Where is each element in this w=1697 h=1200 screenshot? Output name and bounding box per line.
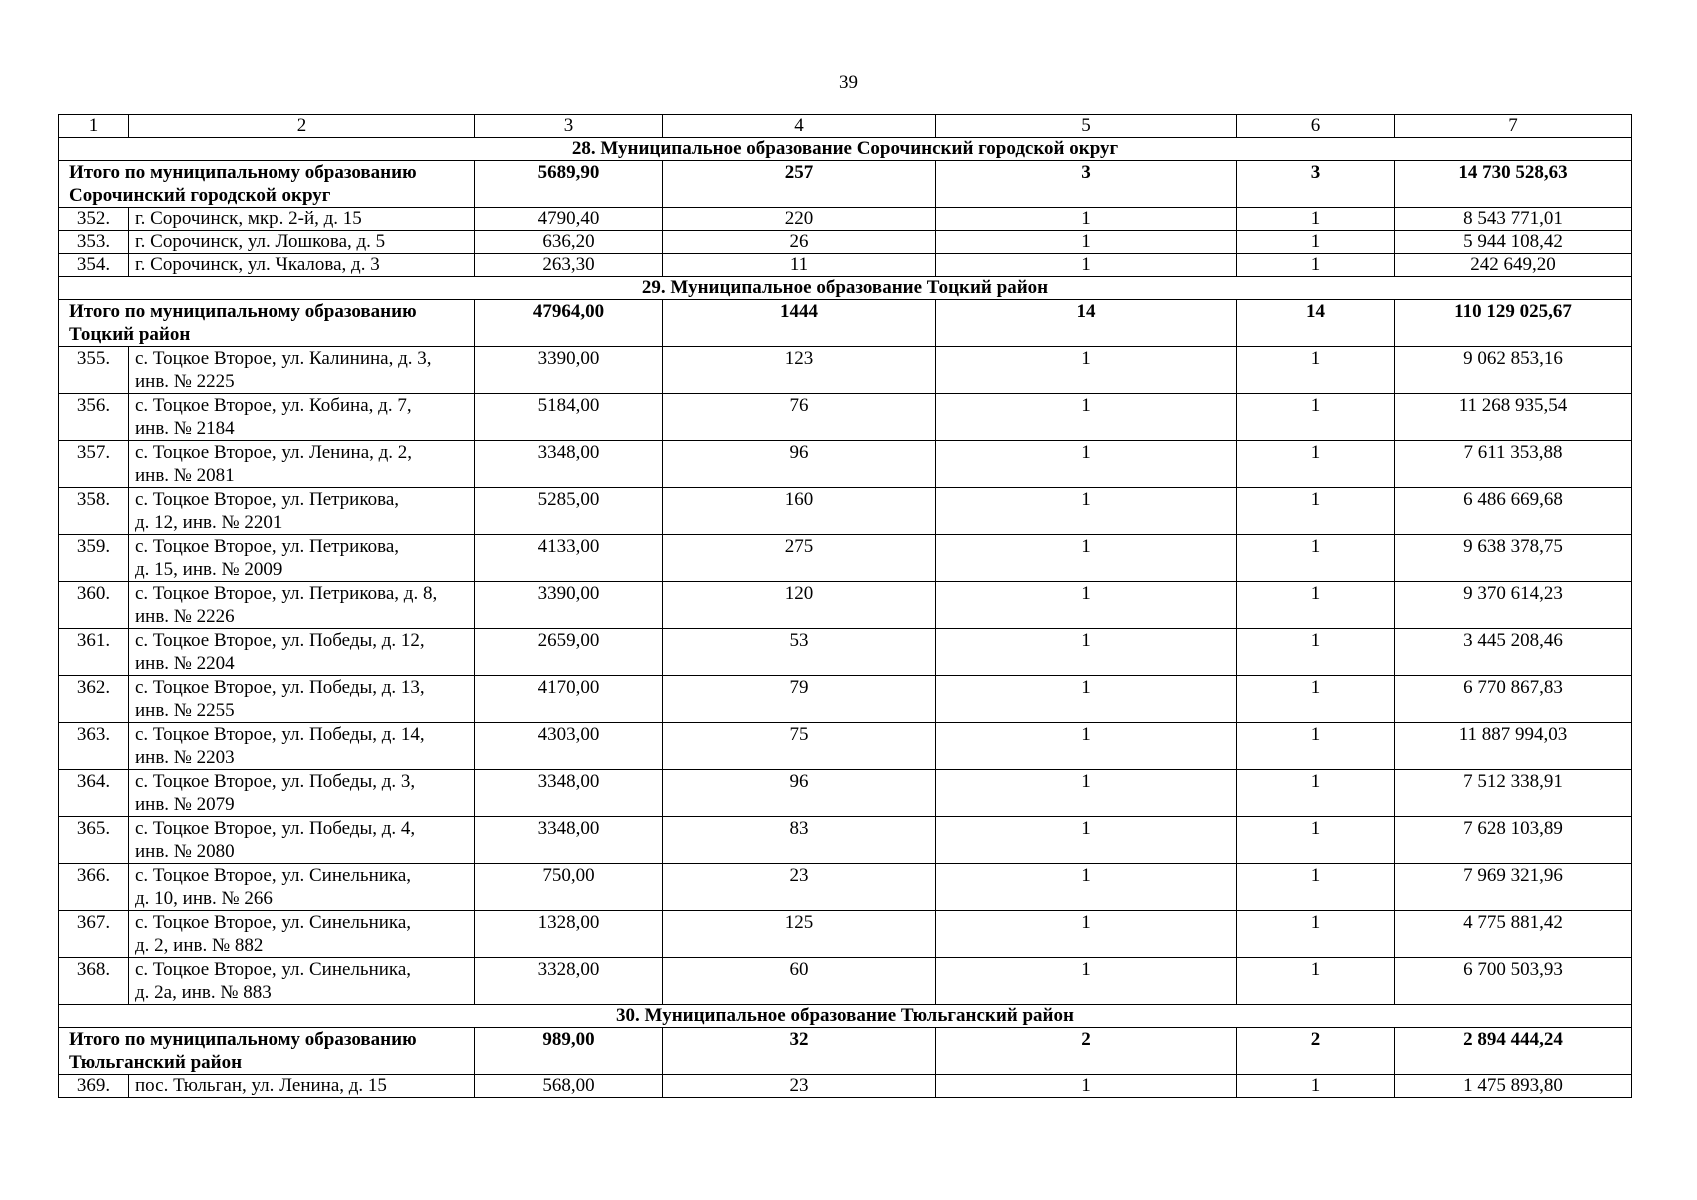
row-col5: 1: [936, 208, 1237, 231]
row-area: 3348,00: [475, 817, 663, 864]
row-col6: 1: [1237, 535, 1395, 582]
row-col6: 1: [1237, 723, 1395, 770]
row-residents: 125: [663, 911, 936, 958]
address-line2: д. 12, инв. № 2201: [135, 512, 283, 533]
row-address: [129, 347, 475, 394]
total-label-line1: Итого по муниципальному образованию: [69, 162, 417, 183]
row-residents: 96: [663, 441, 936, 488]
address-line1: с. Тоцкое Второе, ул. Победы, д. 12,: [135, 630, 425, 651]
row-address: [129, 582, 475, 629]
table-row: [59, 817, 1632, 864]
table-row: [59, 911, 1632, 958]
total-cost: 110 129 025,67: [1395, 300, 1632, 347]
table-row: [59, 441, 1632, 488]
section-title-row: [59, 138, 1632, 161]
row-residents: 83: [663, 817, 936, 864]
row-col5: 1: [936, 817, 1237, 864]
column-number-cell: 4: [663, 115, 936, 138]
row-col6: 1: [1237, 817, 1395, 864]
row-number: 363.: [59, 723, 129, 770]
address-line2: д. 15, инв. № 2009: [135, 559, 283, 580]
address-line1: с. Тоцкое Второе, ул. Синельника,: [135, 912, 412, 933]
address-line1: с. Тоцкое Второе, ул. Петрикова, д. 8,: [135, 583, 438, 604]
address-line2: инв. № 2080: [135, 841, 235, 862]
row-cost: 242 649,20: [1395, 254, 1632, 277]
row-col5: 1: [936, 394, 1237, 441]
row-col6: 1: [1237, 770, 1395, 817]
row-number: 358.: [59, 488, 129, 535]
section-title-row: [59, 1005, 1632, 1028]
row-area: 5184,00: [475, 394, 663, 441]
row-col6: 1: [1237, 394, 1395, 441]
section-total-row: [59, 1028, 1632, 1075]
row-col5: 1: [936, 864, 1237, 911]
address-line1: с. Тоцкое Второе, ул. Петрикова,: [135, 536, 400, 557]
row-residents: 96: [663, 770, 936, 817]
row-area: 3348,00: [475, 441, 663, 488]
row-number: 369.: [59, 1075, 129, 1098]
row-number: 357.: [59, 441, 129, 488]
row-area: 750,00: [475, 864, 663, 911]
row-address: [129, 911, 475, 958]
column-number-cell: 2: [129, 115, 475, 138]
total-label-line2: Тоцкий район: [69, 324, 191, 345]
row-col6: 1: [1237, 958, 1395, 1005]
total-area: 5689,90: [475, 161, 663, 208]
row-address: [129, 535, 475, 582]
total-cost: 2 894 444,24: [1395, 1028, 1632, 1075]
table-row: [59, 723, 1632, 770]
section-title: 29. Муниципальное образование Тоцкий район: [59, 277, 1632, 300]
row-number: 353.: [59, 231, 129, 254]
total-label: [59, 1028, 475, 1075]
total-residents: 1444: [663, 300, 936, 347]
row-col5: 1: [936, 535, 1237, 582]
row-col6: 1: [1237, 911, 1395, 958]
row-area: 2659,00: [475, 629, 663, 676]
row-number: 355.: [59, 347, 129, 394]
table-row: [59, 582, 1632, 629]
section-total-row: [59, 300, 1632, 347]
row-residents: 23: [663, 1075, 936, 1098]
row-address: [129, 208, 475, 231]
address-line2: инв. № 2079: [135, 794, 235, 815]
table-row: [59, 254, 1632, 277]
row-cost: 7 512 338,91: [1395, 770, 1632, 817]
row-col6: 1: [1237, 1075, 1395, 1098]
row-cost: 1 475 893,80: [1395, 1075, 1632, 1098]
table-row: [59, 676, 1632, 723]
row-col5: 1: [936, 231, 1237, 254]
total-residents: 257: [663, 161, 936, 208]
row-address: [129, 488, 475, 535]
row-address: [129, 770, 475, 817]
row-area: 4170,00: [475, 676, 663, 723]
address-line1: с. Тоцкое Второе, ул. Победы, д. 3,: [135, 771, 416, 792]
row-residents: 11: [663, 254, 936, 277]
total-label-line2: Тюльганский район: [69, 1052, 243, 1073]
row-number: 354.: [59, 254, 129, 277]
table-row: [59, 208, 1632, 231]
address-line1: с. Тоцкое Второе, ул. Победы, д. 13,: [135, 677, 425, 698]
section-total-row: [59, 161, 1632, 208]
row-number: 366.: [59, 864, 129, 911]
row-col5: 1: [936, 254, 1237, 277]
row-cost: 9 638 378,75: [1395, 535, 1632, 582]
row-col6: 1: [1237, 864, 1395, 911]
address-line2: д. 2а, инв. № 883: [135, 982, 272, 1003]
row-cost: 6 486 669,68: [1395, 488, 1632, 535]
address-line2: д. 2, инв. № 882: [135, 935, 264, 956]
section-title: 30. Муниципальное образование Тюльганский район: [59, 1005, 1632, 1028]
total-label-line2: Сорочинский городской округ: [69, 185, 331, 206]
row-area: 5285,00: [475, 488, 663, 535]
address-line2: инв. № 2081: [135, 465, 235, 486]
row-residents: 123: [663, 347, 936, 394]
row-col5: 1: [936, 723, 1237, 770]
row-area: 1328,00: [475, 911, 663, 958]
column-number-cell: 7: [1395, 115, 1632, 138]
row-cost: 7 611 353,88: [1395, 441, 1632, 488]
row-address: [129, 817, 475, 864]
row-address: [129, 441, 475, 488]
column-number-row: [59, 115, 1632, 138]
row-residents: 79: [663, 676, 936, 723]
row-col6: 1: [1237, 347, 1395, 394]
address-line2: д. 10, инв. № 266: [135, 888, 273, 909]
row-residents: 220: [663, 208, 936, 231]
row-area: 4790,40: [475, 208, 663, 231]
row-number: 356.: [59, 394, 129, 441]
row-number: 367.: [59, 911, 129, 958]
row-col6: 1: [1237, 582, 1395, 629]
row-residents: 120: [663, 582, 936, 629]
row-cost: 6 700 503,93: [1395, 958, 1632, 1005]
row-residents: 26: [663, 231, 936, 254]
row-cost: 5 944 108,42: [1395, 231, 1632, 254]
row-area: 263,30: [475, 254, 663, 277]
total-col6: 3: [1237, 161, 1395, 208]
table-row: [59, 770, 1632, 817]
row-cost: 11 887 994,03: [1395, 723, 1632, 770]
row-address: [129, 231, 475, 254]
row-residents: 23: [663, 864, 936, 911]
address-line1: г. Сорочинск, мкр. 2-й, д. 15: [135, 208, 362, 229]
row-residents: 53: [663, 629, 936, 676]
row-cost: 11 268 935,54: [1395, 394, 1632, 441]
row-residents: 275: [663, 535, 936, 582]
row-number: 362.: [59, 676, 129, 723]
row-col5: 1: [936, 770, 1237, 817]
row-area: 3390,00: [475, 582, 663, 629]
total-area: 47964,00: [475, 300, 663, 347]
total-cost: 14 730 528,63: [1395, 161, 1632, 208]
total-col5: 14: [936, 300, 1237, 347]
address-line1: с. Тоцкое Второе, ул. Победы, д. 4,: [135, 818, 416, 839]
total-col5: 2: [936, 1028, 1237, 1075]
table-row: [59, 535, 1632, 582]
row-col6: 1: [1237, 208, 1395, 231]
row-col5: 1: [936, 911, 1237, 958]
column-number-cell: 5: [936, 115, 1237, 138]
table-row: [59, 488, 1632, 535]
column-number-cell: 6: [1237, 115, 1395, 138]
row-col6: 1: [1237, 676, 1395, 723]
row-address: [129, 629, 475, 676]
row-cost: 4 775 881,42: [1395, 911, 1632, 958]
row-cost: 7 969 321,96: [1395, 864, 1632, 911]
table-row: [59, 864, 1632, 911]
row-cost: 8 543 771,01: [1395, 208, 1632, 231]
row-area: 3328,00: [475, 958, 663, 1005]
row-cost: 9 062 853,16: [1395, 347, 1632, 394]
row-address: [129, 958, 475, 1005]
row-col6: 1: [1237, 629, 1395, 676]
address-line1: с. Тоцкое Второе, ул. Петрикова,: [135, 489, 400, 510]
row-area: 4303,00: [475, 723, 663, 770]
row-col5: 1: [936, 441, 1237, 488]
section-title: 28. Муниципальное образование Сорочинский городской округ: [59, 138, 1632, 161]
table-row: [59, 1075, 1632, 1098]
section-title-row: [59, 277, 1632, 300]
address-line1: с. Тоцкое Второе, ул. Синельника,: [135, 959, 412, 980]
total-label: [59, 300, 475, 347]
row-number: 359.: [59, 535, 129, 582]
row-col5: 1: [936, 1075, 1237, 1098]
table-row: [59, 347, 1632, 394]
address-line1: г. Сорочинск, ул. Чкалова, д. 3: [135, 254, 380, 275]
total-col5: 3: [936, 161, 1237, 208]
address-line1: с. Тоцкое Второе, ул. Калинина, д. 3,: [135, 348, 432, 369]
row-col5: 1: [936, 629, 1237, 676]
row-col5: 1: [936, 958, 1237, 1005]
row-address: [129, 394, 475, 441]
row-address: [129, 676, 475, 723]
register-table: [58, 114, 1632, 1098]
row-cost: 3 445 208,46: [1395, 629, 1632, 676]
row-col5: 1: [936, 488, 1237, 535]
column-number-cell: 1: [59, 115, 129, 138]
page-number: 39: [839, 72, 858, 93]
total-area: 989,00: [475, 1028, 663, 1075]
total-label-line1: Итого по муниципальному образованию: [69, 301, 417, 322]
row-residents: 76: [663, 394, 936, 441]
row-cost: 6 770 867,83: [1395, 676, 1632, 723]
address-line2: инв. № 2225: [135, 371, 235, 392]
row-cost: 7 628 103,89: [1395, 817, 1632, 864]
address-line1: пос. Тюльган, ул. Ленина, д. 15: [135, 1075, 387, 1096]
row-number: 360.: [59, 582, 129, 629]
row-number: 352.: [59, 208, 129, 231]
row-residents: 75: [663, 723, 936, 770]
row-address: [129, 864, 475, 911]
row-area: 568,00: [475, 1075, 663, 1098]
total-label-line1: Итого по муниципальному образованию: [69, 1029, 417, 1050]
row-col6: 1: [1237, 231, 1395, 254]
row-col6: 1: [1237, 254, 1395, 277]
row-address: [129, 254, 475, 277]
table-row: [59, 394, 1632, 441]
row-area: 4133,00: [475, 535, 663, 582]
row-address: [129, 723, 475, 770]
register-body: [59, 115, 1632, 1098]
row-col5: 1: [936, 582, 1237, 629]
address-line2: инв. № 2184: [135, 418, 235, 439]
address-line1: г. Сорочинск, ул. Лошкова, д. 5: [135, 231, 386, 252]
row-number: 368.: [59, 958, 129, 1005]
row-number: 361.: [59, 629, 129, 676]
total-label: [59, 161, 475, 208]
row-col6: 1: [1237, 488, 1395, 535]
row-address: [129, 1075, 475, 1098]
total-col6: 14: [1237, 300, 1395, 347]
address-line1: с. Тоцкое Второе, ул. Синельника,: [135, 865, 412, 886]
address-line2: инв. № 2203: [135, 747, 235, 768]
address-line1: с. Тоцкое Второе, ул. Ленина, д. 2,: [135, 442, 413, 463]
row-number: 365.: [59, 817, 129, 864]
column-number-cell: 3: [475, 115, 663, 138]
address-line1: с. Тоцкое Второе, ул. Победы, д. 14,: [135, 724, 425, 745]
address-line2: инв. № 2204: [135, 653, 235, 674]
table-row: [59, 231, 1632, 254]
row-area: 636,20: [475, 231, 663, 254]
table-row: [59, 958, 1632, 1005]
row-col6: 1: [1237, 441, 1395, 488]
row-number: 364.: [59, 770, 129, 817]
address-line1: с. Тоцкое Второе, ул. Кобина, д. 7,: [135, 395, 412, 416]
row-area: 3390,00: [475, 347, 663, 394]
address-line2: инв. № 2226: [135, 606, 235, 627]
row-residents: 160: [663, 488, 936, 535]
row-col5: 1: [936, 676, 1237, 723]
row-area: 3348,00: [475, 770, 663, 817]
table-row: [59, 629, 1632, 676]
total-residents: 32: [663, 1028, 936, 1075]
total-col6: 2: [1237, 1028, 1395, 1075]
row-residents: 60: [663, 958, 936, 1005]
address-line2: инв. № 2255: [135, 700, 235, 721]
row-col5: 1: [936, 347, 1237, 394]
row-cost: 9 370 614,23: [1395, 582, 1632, 629]
